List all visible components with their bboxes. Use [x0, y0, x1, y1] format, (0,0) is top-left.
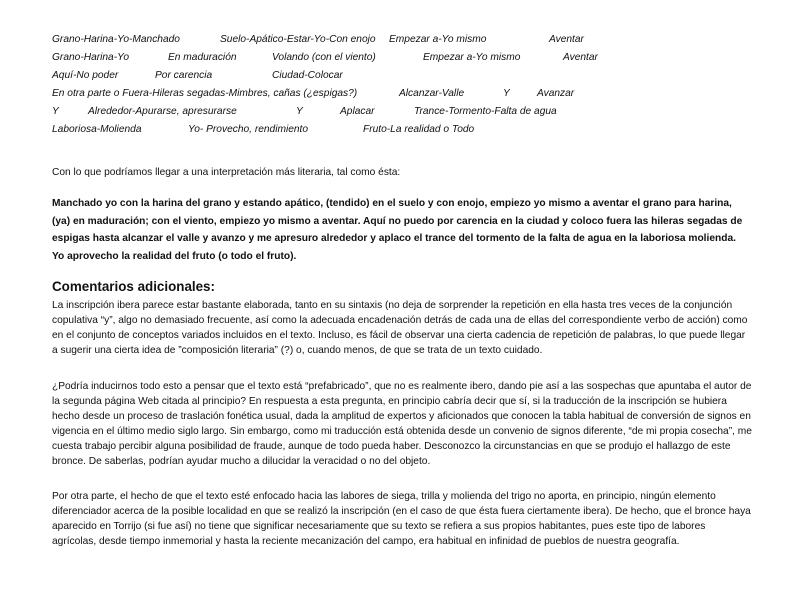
gloss-term: Volando (con el viento)	[272, 52, 376, 63]
gloss-term: En otra parte o Fuera-Hileras segadas-Mimbres, cañas (¿espigas?)	[52, 88, 358, 99]
gloss-term: Trance-Tormento-Falta de agua	[414, 106, 557, 117]
gloss-term: Y	[296, 106, 303, 117]
gloss-row	[52, 121, 772, 139]
gloss-term: Empezar a-Yo mismo	[423, 52, 521, 63]
gloss-row	[52, 85, 772, 103]
gloss-term: En maduración	[168, 52, 237, 63]
gloss-term: Aventar	[563, 52, 598, 63]
gloss-term: Avanzar	[537, 88, 575, 99]
gloss-term: Yo- Provecho, rendimiento	[188, 124, 309, 135]
comment-paragraph: ¿Podría inducirnos todo esto a pensar que el texto está “prefabricado”, que no es realmente ibero, dando pie así a las sospechas que apuntaba el autor de la segunda página Web citada al principio? En respuesta a esta pregunta, en principio cabría decir que sí, si la traducción de la inscripción se hubiera hecho desde un proceso de traslación fonética usual, dada la amplitud de expertos y aficionados que conocen la tabla habitual de conversión de signos en vigencia en el último medio siglo largo. Sin embargo, como mi traducción está obtenida desde un convenio de signos diferente, “de mi propia cosecha”, me cuesta trabajo percibir alguna posibilidad de fraude, aunque de todo pueda haber. Desconozco la circunstancias en que se produjo el hallazgo de este bronce. De saberlas, podrían ayudar mucho a dilucidar la veracidad o no del objeto.	[52, 381, 752, 467]
gloss-term: Y	[503, 88, 510, 99]
gloss-row	[52, 49, 772, 67]
comment-paragraph: Por otra parte, el hecho de que el texto esté enfocado hacia las labores de siega, trilla y molienda del trigo no aporta, en principio, ningún elemento diferenciador acerca de la posible localidad en que se realizó la inscripción (en el caso de que ésta fuera ciertamente ibera). De hecho, que el bronce haya aparecido en Torrijo (si fue así) no tiene que significar necesariamente que su texto se refiera a sus propios habitantes, pues este tipo de labores agrícolas, desde tiempo inmemorial y hasta la reciente mecanización del campo, era habitual en infinidad de pueblos de nuestra geografía.	[52, 491, 751, 547]
section-heading: Comentarios adicionales:	[52, 279, 215, 295]
gloss-term: Aplacar	[340, 106, 375, 117]
literary-interpretation: Manchado yo con la harina del grano y estando apático, (tendido) en el suelo y con enojo, empiezo yo mismo a aventar el grano para harina, (ya) en maduración; con el viento, empiezo yo mismo a aventar. Aquí no puedo por carencia en la ciudad y coloco fuera las hileras segadas de espigas hasta alcanzar el valle y avanzo y me apresuro alrededor y aplaco el trance del tormento de la falta de agua en la laboriosa molienda. Yo aprovecho la realidad del fruto (o todo el fruto).	[52, 198, 743, 262]
gloss-term: Por carencia	[155, 70, 213, 81]
gloss-row	[52, 31, 772, 49]
comment-paragraph: La inscripción ibera parece estar bastante elaborada, tanto en su sintaxis (no deja de sorprender la repetición en ella hasta tres veces de la conjunción copulativa “y”, algo no demasiado frecuente, así como la adecuada encadenación detrás de cada una de ellas del correspondiente verbo de acción) como en el conjunto de conceptos variados incluidos en el texto. Incluso, es fácil de observar una cierta cadencia de repetición de palabras, lo que puede llegar a sugerir una cierta idea de ”composición literaria” (?) o, cuando menos, de que se trata de un texto cuidado.	[52, 300, 748, 356]
gloss-row	[52, 103, 772, 121]
gloss-row	[52, 67, 772, 85]
gloss-term: Ciudad-Colocar	[272, 70, 343, 81]
gloss-table	[52, 31, 772, 139]
gloss-term: Alrededor-Apurarse, apresurarse	[88, 106, 237, 117]
gloss-term: Empezar a-Yo mismo	[389, 34, 487, 45]
gloss-term: Laboriosa-Molienda	[52, 124, 142, 135]
gloss-term: Grano-Harina-Yo-Manchado	[52, 34, 180, 45]
gloss-term: Y	[52, 106, 59, 117]
gloss-term: Alcanzar-Valle	[399, 88, 465, 99]
gloss-term: Grano-Harina-Yo	[52, 52, 130, 63]
gloss-term: Suelo-Apático-Estar-Yo-Con enojo	[220, 34, 376, 45]
gloss-term: Aquí-No poder	[52, 70, 119, 81]
gloss-term: Fruto-La realidad o Todo	[363, 124, 475, 135]
gloss-term: Aventar	[549, 34, 584, 45]
intro-sentence: Con lo que podríamos llegar a una interpretación más literaria, tal como ésta:	[52, 167, 401, 179]
